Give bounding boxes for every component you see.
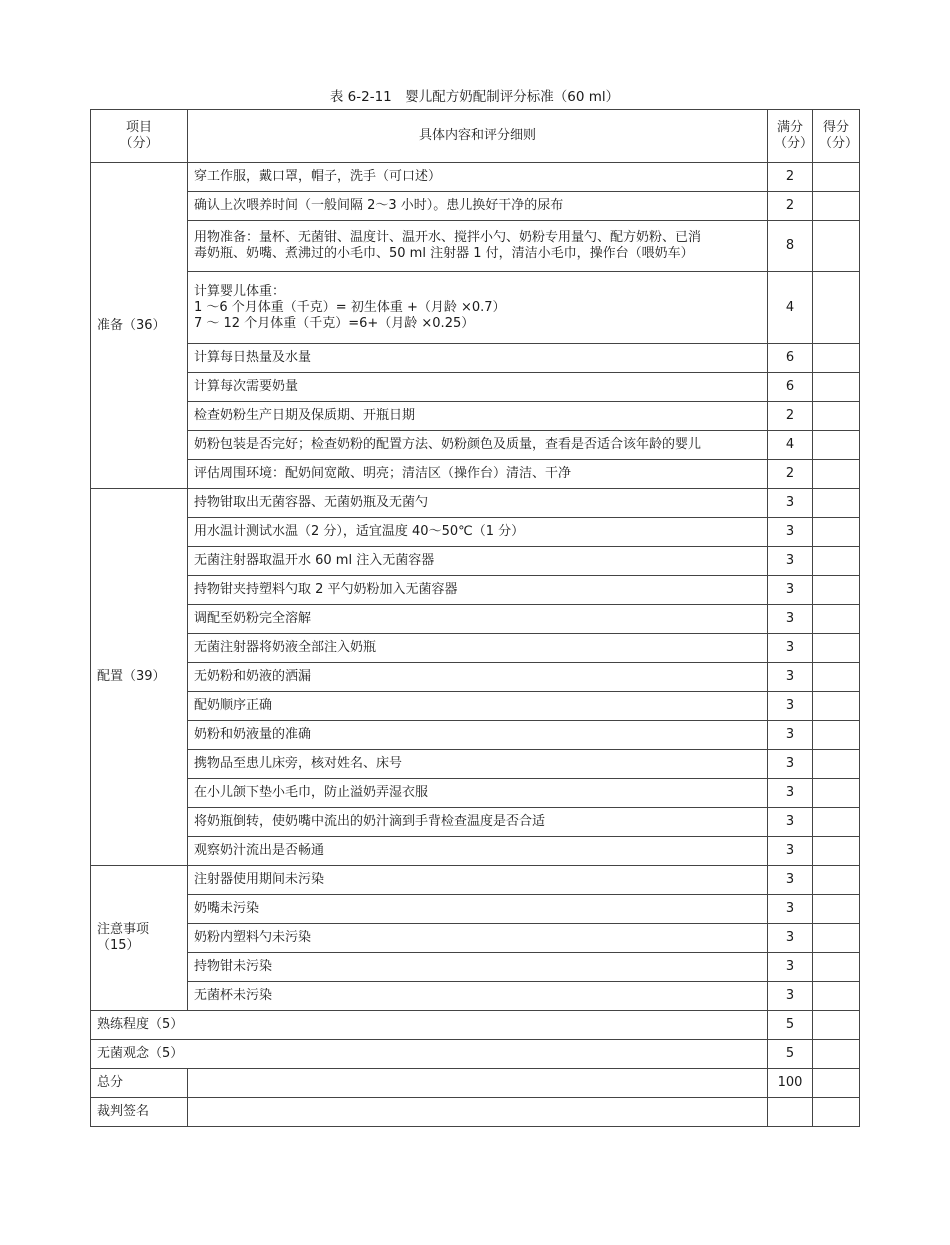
row-points: 2: [768, 163, 813, 192]
table-row: [91, 344, 860, 373]
row-points: 6: [768, 344, 813, 373]
table-row: [91, 547, 860, 576]
row-content: 观察奶汁流出是否畅通: [188, 837, 768, 866]
row-content: 注射器使用期间未污染: [188, 866, 768, 895]
score-cell[interactable]: [813, 982, 860, 1011]
row-points: 3: [768, 779, 813, 808]
table-row: [91, 692, 860, 721]
row-points: 4: [768, 431, 813, 460]
table-row: [91, 576, 860, 605]
score-cell[interactable]: [813, 576, 860, 605]
score-cell[interactable]: [813, 924, 860, 953]
signature-cell[interactable]: [188, 1098, 768, 1127]
table-row: [91, 924, 860, 953]
score-cell[interactable]: [813, 373, 860, 402]
row-points: 3: [768, 634, 813, 663]
proficiency-row: [91, 1011, 860, 1040]
table-row: [91, 750, 860, 779]
row-points: 3: [768, 837, 813, 866]
row-content: 计算婴儿体重： 1 ～6 个月体重（千克）= 初生体重 +（月龄 ×0.7） 7 ～ 12 个月体重（千克）=6+（月龄 ×0.25）: [188, 272, 768, 344]
row-points: 3: [768, 982, 813, 1011]
signature-score-cell: [813, 1098, 860, 1127]
table-row: [91, 895, 860, 924]
row-content: 将奶瓶倒转，使奶嘴中流出的奶汁滴到手背检查温度是否合适: [188, 808, 768, 837]
row-content: 持物钳取出无菌容器、无菌奶瓶及无菌勺: [188, 489, 768, 518]
row-points: 3: [768, 750, 813, 779]
table-row: [91, 402, 860, 431]
table-row: [91, 721, 860, 750]
table-row: [91, 272, 860, 344]
table-caption: 表 6-2-11 婴儿配方奶配制评分标准（60 ml）: [329, 89, 620, 105]
table-row: [91, 866, 860, 895]
header-content: 具体内容和评分细则: [188, 110, 768, 163]
row-content: 奶粉内塑料勺未污染: [188, 924, 768, 953]
row-points: 3: [768, 692, 813, 721]
score-cell[interactable]: [813, 692, 860, 721]
row-content: 用水温计测试水温（2 分），适宜温度 40～50℃（1 分）: [188, 518, 768, 547]
table-row: [91, 634, 860, 663]
row-content: 无菌注射器取温开水 60 ml 注入无菌容器: [188, 547, 768, 576]
row-points: 3: [768, 924, 813, 953]
aseptic-label: 无菌观念（5）: [91, 1040, 768, 1069]
row-content: 穿工作服，戴口罩，帽子，洗手（可口述）: [188, 163, 768, 192]
score-cell[interactable]: [813, 750, 860, 779]
row-points: 3: [768, 866, 813, 895]
table-row: [91, 982, 860, 1011]
section-label-notes: 注意事项 （15）: [91, 866, 188, 1011]
score-cell[interactable]: [813, 192, 860, 221]
header-full-score: 满分 （分）: [768, 110, 813, 163]
row-content: 计算每日热量及水量: [188, 344, 768, 373]
score-cell[interactable]: [813, 460, 860, 489]
score-cell[interactable]: [813, 808, 860, 837]
score-cell[interactable]: [813, 489, 860, 518]
header-score: 得分 （分）: [813, 110, 860, 163]
table-row: [91, 518, 860, 547]
table-row: [91, 163, 860, 192]
table-row: [91, 605, 860, 634]
header-row: [91, 110, 860, 163]
table-row: [91, 779, 860, 808]
row-content: 持物钳未污染: [188, 953, 768, 982]
row-content: 携物品至患儿床旁，核对姓名、床号: [188, 750, 768, 779]
row-content: 无菌注射器将奶液全部注入奶瓶: [188, 634, 768, 663]
row-content: 配奶顺序正确: [188, 692, 768, 721]
row-points: 2: [768, 192, 813, 221]
row-points: 3: [768, 895, 813, 924]
score-cell[interactable]: [813, 547, 860, 576]
row-points: 3: [768, 605, 813, 634]
row-content: 无奶粉和奶液的洒漏: [188, 663, 768, 692]
row-content: 用物准备：量杯、无菌钳、温度计、温开水、搅拌小勺、奶粉专用量勺、配方奶粉、已消 毒奶瓶、奶嘴、煮沸过的小毛巾、50 ml 注射器 1 付，清洁小毛巾，操作台（喂奶车）: [188, 221, 768, 272]
row-points: 3: [768, 576, 813, 605]
row-content: 评估周围环境：配奶间宽敞、明亮；清洁区（操作台）清洁、干净: [188, 460, 768, 489]
row-content: 检查奶粉生产日期及保质期、开瓶日期: [188, 402, 768, 431]
score-cell[interactable]: [813, 895, 860, 924]
table-row: [91, 837, 860, 866]
row-content: 无菌杯未污染: [188, 982, 768, 1011]
row-content: 在小儿颌下垫小毛巾，防止溢奶弄湿衣服: [188, 779, 768, 808]
row-points: 3: [768, 547, 813, 576]
table-row: [91, 192, 860, 221]
score-cell[interactable]: [813, 518, 860, 547]
row-points: 3: [768, 808, 813, 837]
row-points: 5: [768, 1040, 813, 1069]
table-row: [91, 489, 860, 518]
row-points: 2: [768, 460, 813, 489]
signature-label: 裁判签名: [91, 1098, 188, 1127]
total-content-cell: [188, 1069, 768, 1098]
score-cell[interactable]: [813, 272, 860, 344]
table-row: [91, 431, 860, 460]
header-item: 项目 （分）: [91, 110, 188, 163]
table-row: [91, 221, 860, 272]
row-points: 5: [768, 1011, 813, 1040]
score-cell[interactable]: [813, 866, 860, 895]
score-cell[interactable]: [813, 634, 860, 663]
row-content: 奶粉包装是否完好；检查奶粉的配置方法、奶粉颜色及质量，查看是否适合该年龄的婴儿: [188, 431, 768, 460]
row-points: 8: [768, 221, 813, 272]
row-points: 3: [768, 489, 813, 518]
row-content: 确认上次喂养时间（一般间隔 2～3 小时）。患儿换好干净的尿布: [188, 192, 768, 221]
score-cell[interactable]: [813, 221, 860, 272]
row-content: 持物钳夹持塑料勺取 2 平勺奶粉加入无菌容器: [188, 576, 768, 605]
row-points: 3: [768, 663, 813, 692]
table-row: [91, 808, 860, 837]
score-cell[interactable]: [813, 402, 860, 431]
table-row: [91, 953, 860, 982]
score-cell[interactable]: [813, 837, 860, 866]
score-cell[interactable]: [813, 779, 860, 808]
aseptic-row: [91, 1040, 860, 1069]
section-label-prep: 准备（36）: [91, 163, 188, 489]
row-points: 3: [768, 518, 813, 547]
total-score-cell[interactable]: [813, 1069, 860, 1098]
row-points: 2: [768, 402, 813, 431]
row-points: 3: [768, 953, 813, 982]
score-cell[interactable]: [813, 721, 860, 750]
score-cell[interactable]: [813, 163, 860, 192]
section-label-config: 配置（39）: [91, 489, 188, 866]
row-points: 6: [768, 373, 813, 402]
row-points: 3: [768, 721, 813, 750]
score-cell[interactable]: [813, 1011, 860, 1040]
scoring-table: [90, 109, 860, 1127]
signature-row: [91, 1098, 860, 1127]
total-row: [91, 1069, 860, 1098]
proficiency-label: 熟练程度（5）: [91, 1011, 768, 1040]
signature-full-cell: [768, 1098, 813, 1127]
total-points: 100: [768, 1069, 813, 1098]
row-content: 调配至奶粉完全溶解: [188, 605, 768, 634]
row-content: 奶粉和奶液量的准确: [188, 721, 768, 750]
table-row: [91, 460, 860, 489]
row-points: 4: [768, 272, 813, 344]
total-label: 总分: [91, 1069, 188, 1098]
table-row: [91, 663, 860, 692]
score-cell[interactable]: [813, 1040, 860, 1069]
score-cell[interactable]: [813, 605, 860, 634]
row-content: 计算每次需要奶量: [188, 373, 768, 402]
table-row: [91, 373, 860, 402]
score-cell[interactable]: [813, 663, 860, 692]
score-cell[interactable]: [813, 953, 860, 982]
score-cell[interactable]: [813, 431, 860, 460]
score-cell[interactable]: [813, 344, 860, 373]
row-content: 奶嘴未污染: [188, 895, 768, 924]
